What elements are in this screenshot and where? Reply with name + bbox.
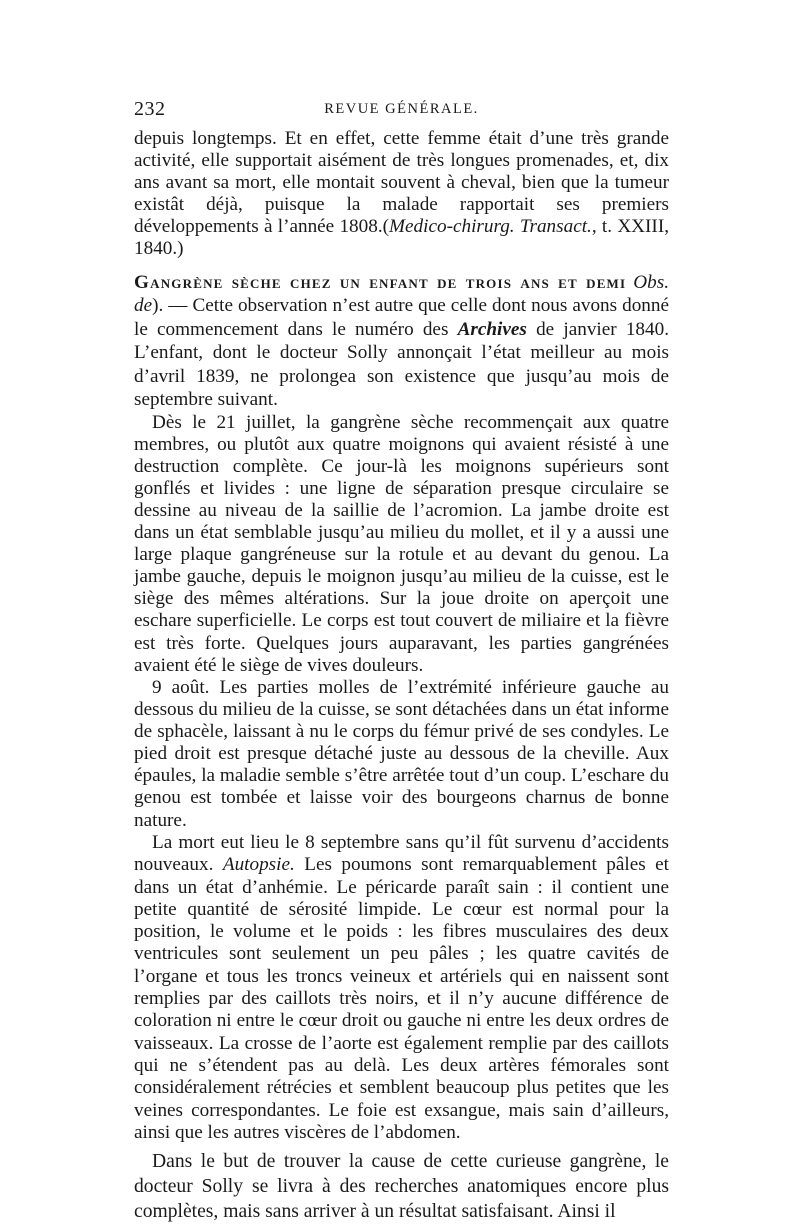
body-text	[134, 128, 669, 1224]
paragraph	[134, 128, 669, 261]
text-run: 9 août. Les parties molles de l’extrémité inférieure gauche au dessous du milieu de la cuisse, se sont détachées dans un état informe de sphacèle, laissant à nu le corps du fémur privé de ses condyles. Le pied droit est presque détaché juste au dessous de la cheville. Aux épaules, la maladie semble s’être arrêtée tout d’un coup. L’eschare du genou est tombée et laisse voir des bourgeons charnus de bonne nature.	[134, 676, 669, 831]
paragraph	[134, 1150, 669, 1224]
paragraph	[134, 677, 669, 832]
paragraph	[134, 412, 669, 677]
running-title: REVUE GÉNÉRALE.	[324, 101, 479, 117]
italic-run: Autopsie.	[222, 854, 295, 876]
section-heading: Gangrène sèche chez un enfant de trois ans et demi	[134, 271, 627, 293]
text-run: ). — Cette observation n’est autre que celle dont nous avons donné le commencement dans le numéro des	[134, 295, 669, 340]
text-run: de janvier 1840. L’enfant, dont le docteur Solly annonçait l’état meilleur au mois d’avril 1839, ne prolongea son existence que jusqu’au mois de septembre suivant.	[134, 318, 669, 411]
italic-run: Archives	[457, 318, 527, 340]
text-run: Dès le 21 juillet, la gangrène sèche recommençait aux quatre membres, ou plutôt aux quatre moignons qui avaient résisté à une destruction complète. Ce jour-là les moignons supérieurs sont gonflés et livides : une ligne de séparation presque circulaire se dessine au niveau de la saillie de l’acromion. La jambe droite est dans un état semblable jusqu’au milieu du mollet, et il y a aussi une large plaque gangréneuse sur la rotule et au devant du genou. La jambe gauche, depuis le moignon jusqu’au milieu de la cuisse, est le siège des mêmes altérations. Sur la joue droite on aperçoit une eschare superficielle. Le corps est tout couvert de miliaire et la fièvre est très forte. Quelques jours auparavant, les parties gangrénées avaient été le siège de vives douleurs.	[134, 411, 669, 676]
text-run: La mort eut lieu le 8 septembre sans qu’il fût survenu d’accidents nouveaux.	[134, 831, 669, 876]
text-run: , t. XXIII, 1840.)	[134, 216, 670, 260]
italic-run: Medico-chirurg. Transact.	[389, 216, 592, 238]
text-run: Dans le but de trouver la cause de cette curieuse gangrène, le docteur Solly se livra à des recherches anatomiques encore plus complètes, mais sans arriver à un résultat satisfaisant. Ainsi il	[134, 1151, 669, 1222]
paragraph	[134, 832, 669, 1144]
page-number: 232	[134, 98, 166, 120]
text-run: depuis longtemps. Et en effet, cette femme était d’une très grande activité, elle supportait aisément de très longues promenades, et, dix ans avant sa mort, elle montait souvent à cheval, bien que la tumeur existât déjà, puisque la malade rapportait ses premiers développements à l’année 1808.(	[134, 128, 669, 238]
page-header	[134, 98, 669, 124]
section-paragraph	[134, 271, 669, 412]
italic-run: Obs. de	[134, 271, 670, 317]
text-run: Les poumons sont remarquablement pâles et dans un état d’anhémie. Le péricarde paraît sain : il contient une petite quantité de sérosité limpide. Le cœur est normal pour la position, le volume et le poids : les fibres musculaires des deux ventricules sont seulement un peu pâles ; les quatre cavités de l’organe et tous les troncs veineux et artériels qui en naissent sont remplies par des caillots très noirs, et il n’y aucune différence de coloration ni entre le cœur droit ou gauche ni entre les deux ordres de vaisseaux. La crosse de l’aorte est également remplie par des caillots qui ne s’étendent pas au delà. Les deux artères fémorales sont considéralement rétrécies et semblent beaucoup plus petites que les veines correspondantes. Le foie est exsangue, mais sain d’ailleurs, ainsi que les autres viscères de l’abdomen.	[134, 854, 669, 1143]
